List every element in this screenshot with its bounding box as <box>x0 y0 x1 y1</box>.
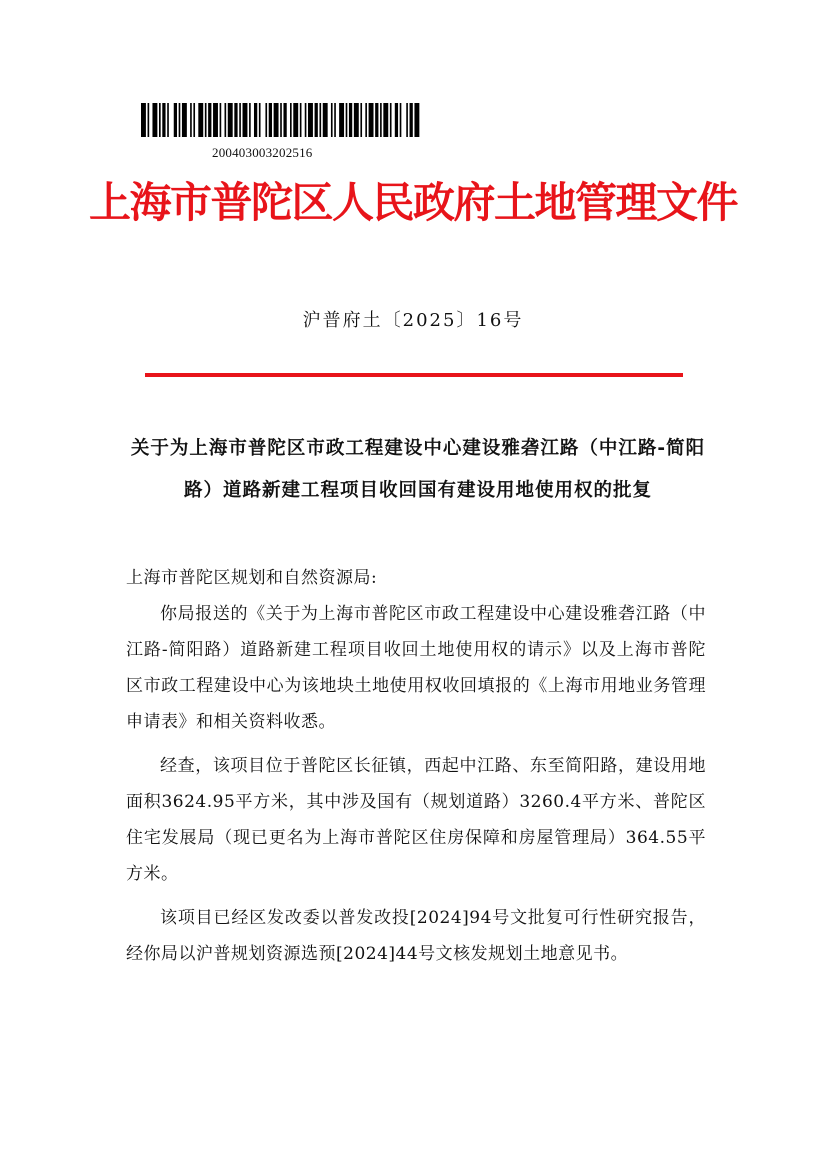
barcode-bar <box>159 103 161 137</box>
barcode-bar <box>274 103 279 137</box>
barcode-bar <box>213 103 218 137</box>
barcode-bar <box>334 103 336 137</box>
barcode-bar <box>293 103 298 137</box>
barcode-bar <box>182 103 187 137</box>
barcode-bar <box>220 103 222 137</box>
barcode-bar <box>319 103 321 137</box>
barcode-number: 200403003202516 <box>212 145 313 160</box>
barcode-bar <box>414 103 419 137</box>
barcode-bar <box>265 103 267 137</box>
barcode-bar <box>208 103 211 137</box>
barcode-bar <box>406 103 408 137</box>
document-number: 沪普府土〔2025〕16号 <box>302 310 524 331</box>
barcode-bar <box>243 103 248 137</box>
barcode-bar <box>198 103 203 137</box>
document-subject <box>118 428 718 512</box>
barcode-bar <box>339 103 344 137</box>
barcode-bar <box>300 103 302 137</box>
barcode <box>141 103 421 137</box>
barcode-bar <box>400 103 402 137</box>
barcode-bar <box>225 103 227 137</box>
barcode-bar <box>190 103 192 137</box>
body-paragraph-1: 你局报送的《关于为上海市普陀区市政工程建设中心建设雅砻江路（中江路-简阳路）道路新建工程项目收回土地使用权的请示》以及上海市普陀区市政工程建设中心为该地块土地使用权收回填报的《上海市用地业务管理申请表》和相关资料收悉。 <box>126 604 706 732</box>
subject-line-2: 路）道路新建工程项目收回国有建设用地使用权的批复 <box>183 480 652 501</box>
barcode-bar <box>259 103 261 137</box>
barcode-bar <box>141 103 146 137</box>
barcode-bar <box>346 103 348 137</box>
barcode-bar <box>249 103 251 137</box>
barcode-bar <box>375 103 378 137</box>
barcode-bar <box>308 103 313 137</box>
barcode-bar <box>360 103 362 137</box>
barcode-bar <box>148 103 150 137</box>
body-paragraph-2: 经查，该项目位于普陀区长征镇，西起中江路、东至简阳路，建设用地面积3624.95平方米，其中涉及国有（规划道路）3260.4平方米、普陀区住宅发展局（现已更名为上海市普陀区住房保障和房屋管理局）364.55平方米。 <box>126 756 706 884</box>
barcode-bar <box>239 103 241 137</box>
barcode-bar <box>174 103 177 137</box>
barcode-bar <box>354 103 359 137</box>
barcode-bar <box>234 103 237 137</box>
addressee: 上海市普陀区规划和自然资源局: <box>126 568 378 588</box>
barcode-bar <box>410 103 413 137</box>
barcode-bar <box>205 103 207 137</box>
barcode-bar <box>179 103 181 137</box>
barcode-bar <box>228 103 233 137</box>
barcode-bar <box>383 103 388 137</box>
barcode-bar <box>315 103 318 137</box>
barcode-bar <box>280 103 282 137</box>
barcode-bar <box>162 103 165 137</box>
barcode-bar <box>380 103 382 137</box>
red-separator-line <box>145 373 683 377</box>
barcode-bar <box>167 103 169 137</box>
barcode-bar <box>283 103 286 137</box>
barcode-bar <box>349 103 352 137</box>
barcode-bar <box>395 103 398 137</box>
barcode-bar <box>323 103 328 137</box>
barcode-bar <box>365 103 367 137</box>
barcode-bar <box>305 103 307 137</box>
document-body <box>126 560 706 972</box>
barcode-bar <box>369 103 374 137</box>
barcode-bar <box>390 103 392 137</box>
issuing-authority-title: 上海市普陀区人民政府土地管理文件 <box>88 178 737 227</box>
body-paragraph-3: 该项目已经区发改委以普发改投[2024]94号文批复可行性研究报告，经你局以沪普规划资源选预[2024]44号文核发规划土地意见书。 <box>126 908 706 964</box>
barcode-bar <box>290 103 292 137</box>
barcode-bar <box>254 103 257 137</box>
subject-line-1: 关于为上海市普陀区市政工程建设中心建设雅砻江路（中江路-简阳 <box>130 438 706 459</box>
barcode-bar <box>331 103 333 137</box>
barcode-bar <box>269 103 272 137</box>
barcode-bar <box>152 103 157 137</box>
barcode-bar <box>193 103 195 137</box>
